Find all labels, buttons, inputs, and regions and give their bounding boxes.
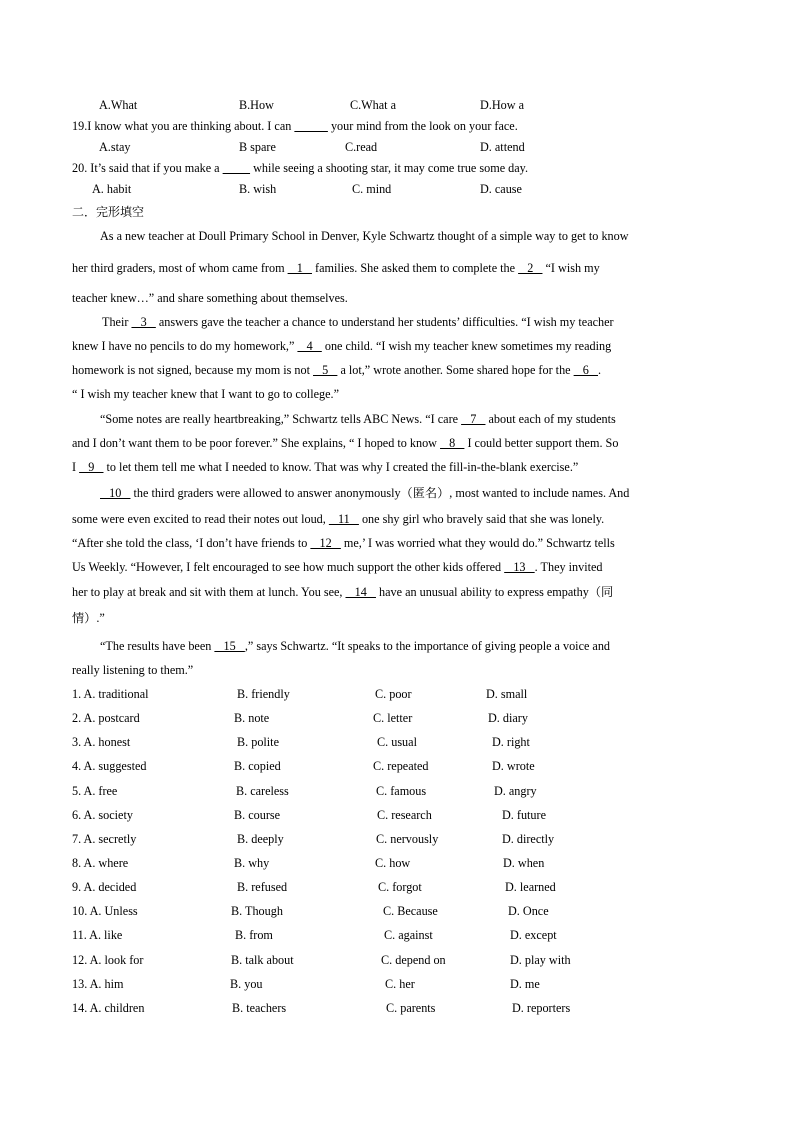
option-d: D. future [502, 808, 546, 822]
option-d: D. wrote [492, 759, 535, 773]
option-row [0, 760, 794, 776]
option-b: B. Though [231, 904, 283, 918]
passage-line [72, 586, 613, 598]
option-a: 4. A. suggested [72, 759, 147, 773]
option-c: C. how [375, 856, 411, 870]
option-a: 14. A. children [72, 1001, 145, 1015]
passage-text: have an unusual ability to express empathy（同 [379, 585, 614, 599]
q19-blank [294, 119, 328, 133]
passage-line [72, 340, 611, 352]
option-c: C. letter [373, 711, 413, 725]
option-row [0, 688, 794, 704]
option-d: D. diary [488, 711, 528, 725]
passage-text: one child. “I wish my teacher knew sometimes my reading [324, 339, 612, 353]
option-d: D. reporters [512, 1001, 571, 1015]
cloze-blank-9: 9 [79, 460, 104, 474]
option-a: 6. A. society [72, 808, 133, 822]
option-c: C. depend on [381, 953, 446, 967]
q18-option-a: A.What [99, 98, 138, 112]
passage-line [72, 437, 618, 449]
cloze-blank-5: 5 [313, 363, 338, 377]
passage-line [100, 487, 629, 499]
passage-line: really listening to them.” [72, 663, 194, 677]
cloze-blank-3: 3 [131, 315, 156, 329]
option-b: B. teachers [232, 1001, 287, 1015]
q18-options [0, 99, 794, 115]
cloze-blank-15: 15 [214, 639, 245, 653]
cloze-blank-12: 12 [310, 536, 341, 550]
option-b: B. from [235, 928, 273, 942]
cloze-blank-7: 7 [461, 412, 486, 426]
option-c: C. her [385, 977, 415, 991]
q20-text-after: while seeing a shooting star, it may come true some day. [253, 161, 528, 175]
q19-option-c: C.read [345, 140, 378, 154]
passage-text: her to play at break and sit with them at lunch. You see, [72, 585, 343, 599]
cloze-blank-10: 10 [100, 486, 131, 500]
option-row [0, 929, 794, 945]
cloze-blank-1: 1 [287, 261, 312, 275]
option-row [0, 978, 794, 994]
passage-text: “The results have been [100, 639, 212, 653]
passage-text: . [598, 363, 602, 377]
passage-text: to let them tell me what I needed to know. That was why I created the fill-in-the-blank exercise.” [106, 460, 579, 474]
option-d: D. Once [508, 904, 549, 918]
option-a: 7. A. secretly [72, 832, 137, 846]
q18-option-c: C.What a [350, 98, 397, 112]
option-a: 13. A. him [72, 977, 124, 991]
option-c: C. forgot [378, 880, 422, 894]
option-row [0, 785, 794, 801]
option-d: D. me [510, 977, 540, 991]
option-b: B. deeply [237, 832, 284, 846]
passage-text: “I wish my [545, 261, 600, 275]
passage-text: ,” says Schwartz. “It speaks to the importance of giving people a voice and [244, 639, 611, 653]
option-c: C. poor [375, 687, 412, 701]
option-d: D. angry [494, 784, 537, 798]
option-row [0, 1002, 794, 1018]
option-b: B. note [234, 711, 270, 725]
passage-text: me,’ I was worried what they would do.” Schwartz tells [343, 536, 615, 550]
passage-line: teacher knew…” and share something about themselves. [72, 291, 348, 305]
option-a: 1. A. traditional [72, 687, 149, 701]
passage-line [72, 561, 602, 573]
option-a: 12. A. look for [72, 953, 144, 967]
passage-text: and I don’t want them to be poor forever.” She explains, “ I hoped to know [72, 436, 437, 450]
option-a: 10. A. Unless [72, 904, 138, 918]
passage-line: “ I wish my teacher knew that I want to go to college.” [72, 387, 340, 401]
cloze-blank-2: 2 [518, 261, 543, 275]
option-c: C. research [377, 808, 432, 822]
passage-line [72, 364, 601, 376]
option-row [0, 857, 794, 873]
option-b: B. course [234, 808, 281, 822]
option-d: D. play with [510, 953, 571, 967]
option-row [0, 712, 794, 728]
q20-option-a: A. habit [92, 182, 132, 196]
q18-option-b: B.How [239, 98, 274, 112]
option-c: C. against [384, 928, 433, 942]
option-c: C. nervously [376, 832, 439, 846]
q20-blank [223, 161, 250, 175]
passage-line [72, 262, 600, 274]
q20-text-before: It’s said that if you make a [90, 161, 220, 175]
passage-line [100, 640, 610, 652]
option-b: B. polite [237, 735, 279, 749]
option-a: 3. A. honest [72, 735, 131, 749]
option-d: D. except [510, 928, 557, 942]
option-d: D. learned [505, 880, 556, 894]
q19-text-after: your mind from the look on your face. [330, 119, 518, 133]
option-d: D. when [503, 856, 545, 870]
passage-text: Their [102, 315, 129, 329]
passage-line [72, 537, 615, 549]
q19-option-a: A.stay [99, 140, 131, 154]
q18-option-d: D.How a [480, 98, 525, 112]
passage-text: about each of my students [488, 412, 616, 426]
option-row [0, 905, 794, 921]
cloze-blank-14: 14 [345, 585, 376, 599]
passage-text: I could better support them. So [467, 436, 619, 450]
option-d: D. directly [502, 832, 555, 846]
passage-text: a lot,” wrote another. Some shared hope for the [340, 363, 571, 377]
option-row [0, 809, 794, 825]
passage-line [72, 513, 604, 525]
passage-line [100, 413, 616, 425]
q19-option-b: B spare [239, 140, 276, 154]
passage-text: homework is not signed, because my mom is not [72, 363, 310, 377]
option-a: 8. A. where [72, 856, 129, 870]
option-b: B. talk about [231, 953, 294, 967]
passage-text: Us Weekly. “However, I felt encouraged to see how much support the other kids offered [72, 560, 502, 574]
passage-text: one shy girl who bravely said that she was lonely. [361, 512, 605, 526]
cloze-blank-6: 6 [573, 363, 598, 377]
passage-text: some were even excited to read their notes out loud, [72, 512, 326, 526]
option-a: 2. A. postcard [72, 711, 140, 725]
q20-number: 20. [72, 161, 88, 175]
passage-text: “Some notes are really heartbreaking,” Schwartz tells ABC News. “I care [100, 412, 459, 426]
q20-stem [72, 162, 528, 174]
cloze-blank-13: 13 [504, 560, 535, 574]
option-c: C. usual [377, 735, 417, 749]
option-d: D. right [492, 735, 530, 749]
q20-option-d: D. cause [480, 182, 522, 196]
option-row [0, 954, 794, 970]
passage-text: the third graders were allowed to answer anonymously（匿名）, most wanted to include names. And [133, 486, 630, 500]
cloze-blank-8: 8 [440, 436, 465, 450]
option-c: C. famous [376, 784, 427, 798]
q19-option-d: D. attend [480, 140, 525, 154]
option-b: B. you [230, 977, 263, 991]
option-d: D. small [486, 687, 528, 701]
option-a: 9. A. decided [72, 880, 137, 894]
cloze-blank-11: 11 [328, 512, 359, 526]
passage-line [72, 461, 578, 473]
q19-text-before: I know what you are thinking about. I can [87, 119, 292, 133]
passage-text: knew I have no pencils to do my homework,” [72, 339, 295, 353]
q20-option-b: B. wish [239, 182, 277, 196]
option-c: C. Because [383, 904, 438, 918]
option-row [0, 736, 794, 752]
q19-options [0, 141, 794, 157]
option-a: 5. A. free [72, 784, 118, 798]
passage-text: families. She asked them to complete the [315, 261, 516, 275]
passage-text: her third graders, most of whom came from [72, 261, 285, 275]
option-row [0, 833, 794, 849]
passage-line: 情）.” [72, 611, 105, 625]
passage-line: As a new teacher at Doull Primary School in Denver, Kyle Schwartz thought of a simple way to get to know [100, 229, 629, 243]
option-row [0, 881, 794, 897]
cloze-blank-4: 4 [297, 339, 322, 353]
q20-option-c: C. mind [352, 182, 392, 196]
option-b: B. careless [236, 784, 289, 798]
section-heading-cloze: 二．完形填空 [72, 205, 145, 219]
q19-number: 19. [72, 119, 88, 133]
option-c: C. repeated [373, 759, 429, 773]
q19-stem [72, 120, 518, 132]
passage-text: I [72, 460, 77, 474]
option-a: 11. A. like [72, 928, 123, 942]
option-b: B. refused [237, 880, 288, 894]
option-b: B. why [234, 856, 270, 870]
passage-text: . They invited [534, 560, 603, 574]
option-c: C. parents [386, 1001, 436, 1015]
option-b: B. copied [234, 759, 281, 773]
passage-text: answers gave the teacher a chance to understand her students’ difficulties. “I wish my teacher [158, 315, 614, 329]
q20-options [0, 183, 794, 199]
option-b: B. friendly [237, 687, 290, 701]
passage-text: “After she told the class, ‘I don’t have friends to [72, 536, 308, 550]
passage-line [102, 316, 614, 328]
